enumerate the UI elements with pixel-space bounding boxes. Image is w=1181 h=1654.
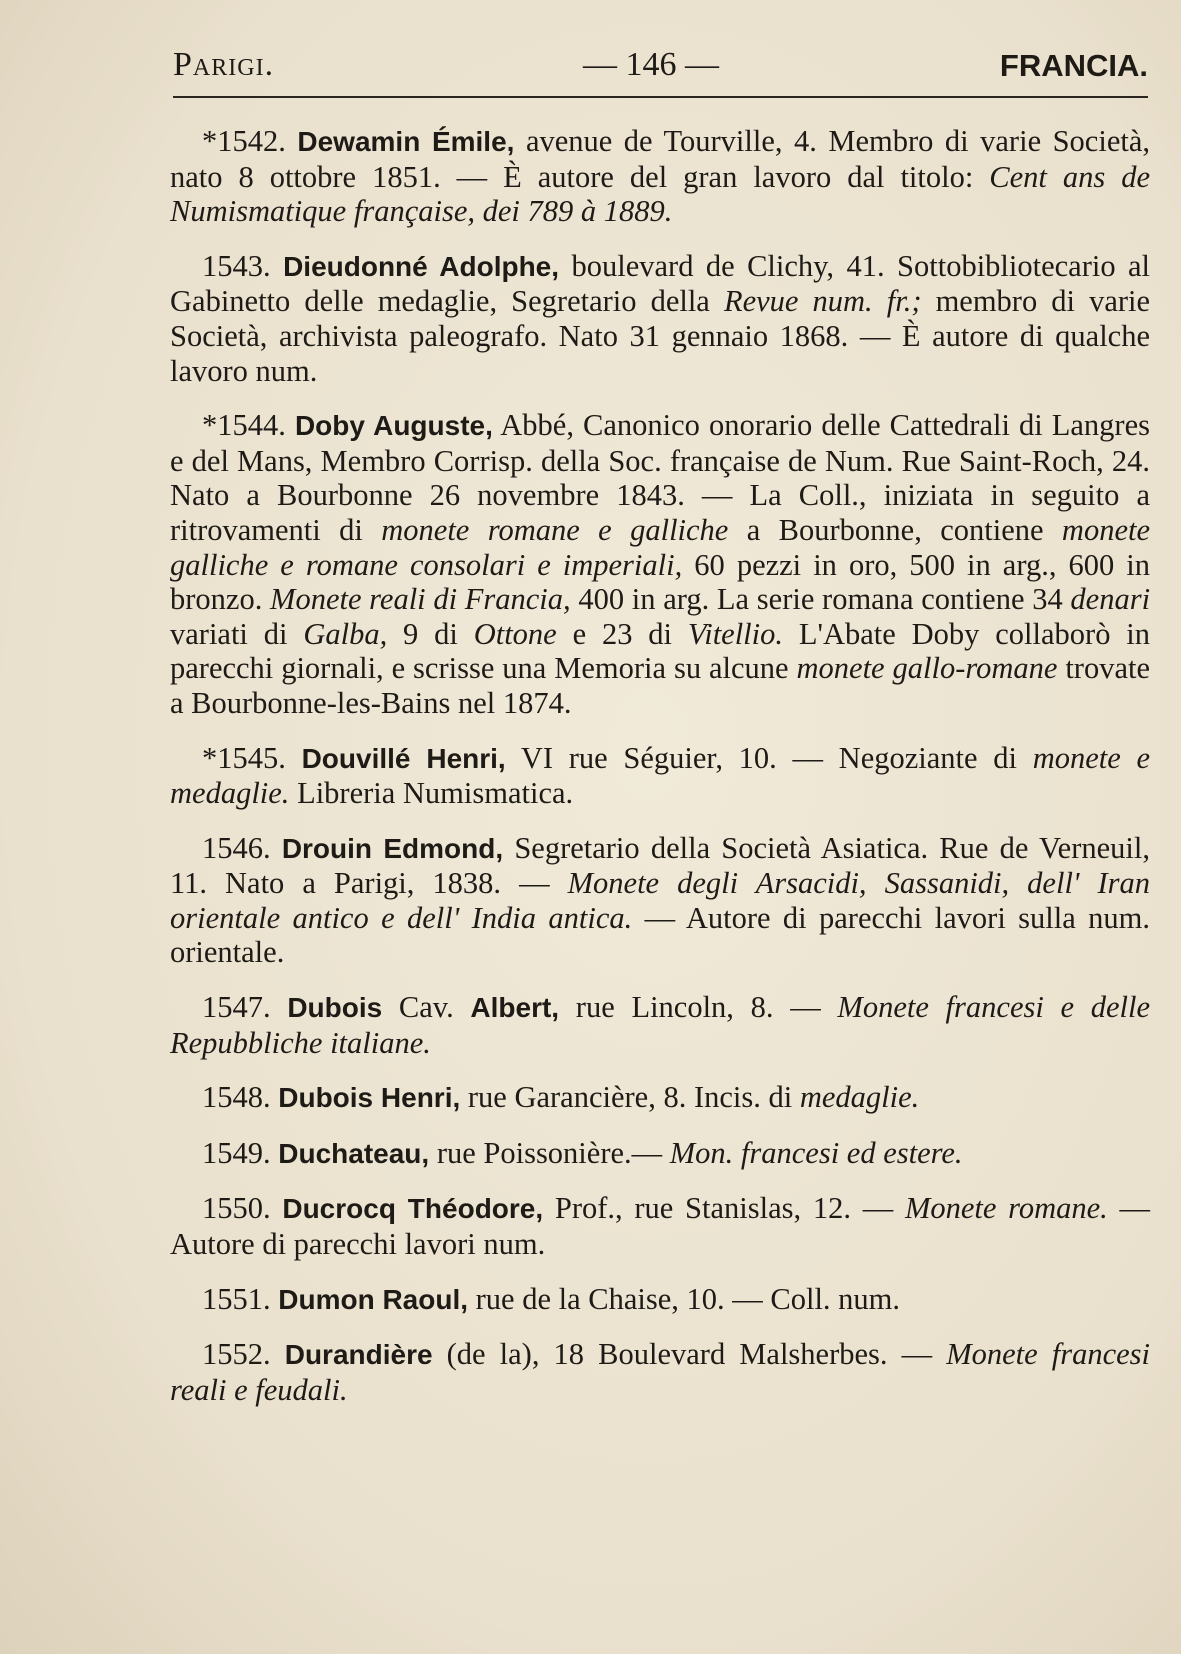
entry-name: Albert, — [470, 992, 560, 1024]
entry-number: 1549. — [202, 1135, 271, 1170]
entry-text: 400 in arg. La serie romana contiene 34 — [578, 582, 1063, 617]
entry-number: *1545. — [202, 740, 286, 775]
entry-text: rue Lincoln, 8. — — [575, 990, 821, 1025]
entry-number: 1552. — [202, 1337, 271, 1372]
entry-name: Douvillé Henri, — [301, 742, 506, 774]
entry-name: Dumon Raoul, — [278, 1283, 469, 1315]
entry-text: trovate a Bourbonne-les-Bains nel 1874. — [170, 651, 1151, 720]
entry-1544 — [170, 408, 1150, 720]
entry-text: 60 pezzi in oro, 500 in arg., 600 in bronzo. — [170, 547, 1150, 617]
entry-text: 9 di — [403, 616, 458, 651]
entry-text: rue Poissonière.— — [436, 1135, 663, 1170]
entry-number: 1548. — [202, 1080, 271, 1115]
entry-italic: Monete francesi reali e feudali. — [170, 1337, 1151, 1407]
entry-name: Dubois Henri, — [278, 1082, 461, 1114]
header-right: FRANCIA. — [999, 48, 1148, 83]
entry-text: Cav. — [398, 990, 454, 1025]
entry-text: membro di varie Società, archivista paleografo. Nato 31 gennaio 1868. — È autore di qualche lavoro num. — [170, 284, 1151, 388]
entry-1549 — [170, 1136, 1150, 1172]
entry-text: L'Abate Doby collaborò in parecchi giornali, e scrisse una Memoria su alcune — [170, 616, 1151, 686]
entry-italic: monete galliche e romane consolari e imperiali, — [170, 512, 1150, 582]
entry-text: (de la), 18 Boulevard Malsherbes. — — [446, 1337, 933, 1372]
entry-number: 1546. — [202, 830, 271, 865]
entry-text: — Autore di parecchi lavori num. — [170, 1191, 1151, 1262]
entry-text: rue Garancière, 8. Incis. di — [467, 1080, 793, 1115]
entry-text: rue de la Chaise, 10. — Coll. num. — [475, 1281, 901, 1316]
entry-italic: monete gallo-romane — [796, 651, 1058, 686]
entry-name: Dubois — [287, 992, 383, 1024]
entry-text: avenue de Tourville, 4. Membro di varie Società, nato 8 ottobre 1851. — È autore del gran lavoro dal titolo: — [170, 124, 1150, 194]
entry-italic: Mon. francesi ed estere. — [669, 1135, 963, 1170]
running-header — [173, 40, 1148, 86]
entry-1552 — [170, 1337, 1150, 1407]
entry-name: Durandière — [284, 1339, 433, 1371]
entry-text: — Autore di parecchi lavori sulla num. orientale. — [170, 900, 1150, 970]
entry-italic: Galba, — [303, 616, 388, 651]
entry-text: Prof., rue Stanislas, 12. — — [554, 1191, 894, 1226]
entry-name: Dieudonné Adolphe, — [283, 250, 560, 282]
entry-1543 — [170, 249, 1150, 388]
entry-italic: medaglie. — [799, 1080, 920, 1115]
entry-number: 1551. — [202, 1281, 271, 1316]
entry-number: 1547. — [202, 990, 271, 1025]
entry-italic: Monete romane. — [904, 1191, 1108, 1226]
entry-text: variati di — [170, 616, 288, 651]
entry-1542 — [170, 124, 1150, 229]
entry-italic: denari — [1070, 582, 1151, 617]
entry-1550 — [170, 1191, 1150, 1261]
entry-1546 — [170, 831, 1150, 970]
entry-italic: monete romane e galliche — [381, 512, 729, 547]
entry-1545 — [170, 741, 1150, 811]
header-left: Parigi. — [173, 46, 275, 83]
entry-text: Segretario della Società Asiatica. Rue de Verneuil, 11. Nato a Parigi, 1838. — — [170, 830, 1150, 901]
entry-name: Doby Auguste, — [294, 410, 493, 442]
entry-italic: Revue num. fr.; — [723, 284, 922, 319]
page-number: — 146 — — [583, 46, 719, 83]
entry-1547 — [170, 990, 1150, 1060]
entry-text: boulevard de Clichy, 41. Sottobibliotecario al Gabinetto delle medaglie, Segretario della — [170, 248, 1151, 319]
entry-italic: Vitellio. — [687, 616, 784, 651]
entry-text: Abbé, Canonico onorario delle Cattedrali di Langres e del Mans, Membro Corrisp. della Soc. française de Num. Rue Saint-Roch, 24. Nato a Bourbonne 26 novembre 1843. — La Coll., iniziata in seguito a ritrovamenti di — [170, 408, 1150, 547]
entry-text: Libreria Numismatica. — [297, 776, 574, 811]
entry-number: 1543. — [202, 248, 271, 283]
entry-italic: Cent ans de Numismatique française, dei 789 à 1889. — [170, 159, 1151, 229]
header-rule — [173, 96, 1148, 98]
entry-1548 — [170, 1080, 1150, 1116]
entry-italic: Monete degli Arsacidi, Sassanidi, dell' Iran orientale antico e dell' India antica. — [170, 866, 1150, 935]
entry-name: Drouin Edmond, — [281, 832, 504, 864]
entry-italic: monete e medaglie. — [170, 740, 1150, 811]
entry-italic: Monete reali di Francia, — [270, 582, 571, 617]
entry-text: a Bourbonne, contiene — [746, 512, 1044, 547]
entry-number: *1544. — [202, 408, 286, 443]
entry-1551 — [170, 1282, 1150, 1318]
entry-italic: Monete francesi e delle Repubbliche italiane. — [170, 990, 1151, 1060]
entry-name: Ducrocq Théodore, — [282, 1193, 544, 1225]
entry-name: Dewamin Émile, — [297, 126, 515, 157]
entry-number: 1550. — [202, 1191, 271, 1226]
entry-text: e 23 di — [572, 616, 673, 651]
directory-entries — [170, 124, 1150, 1427]
entry-text: VI rue Séguier, 10. — Negoziante di — [520, 740, 1017, 775]
entry-name: Duchateau, — [278, 1137, 430, 1169]
entry-italic: Ottone — [473, 616, 557, 651]
entry-number: *1542. — [202, 124, 286, 158]
